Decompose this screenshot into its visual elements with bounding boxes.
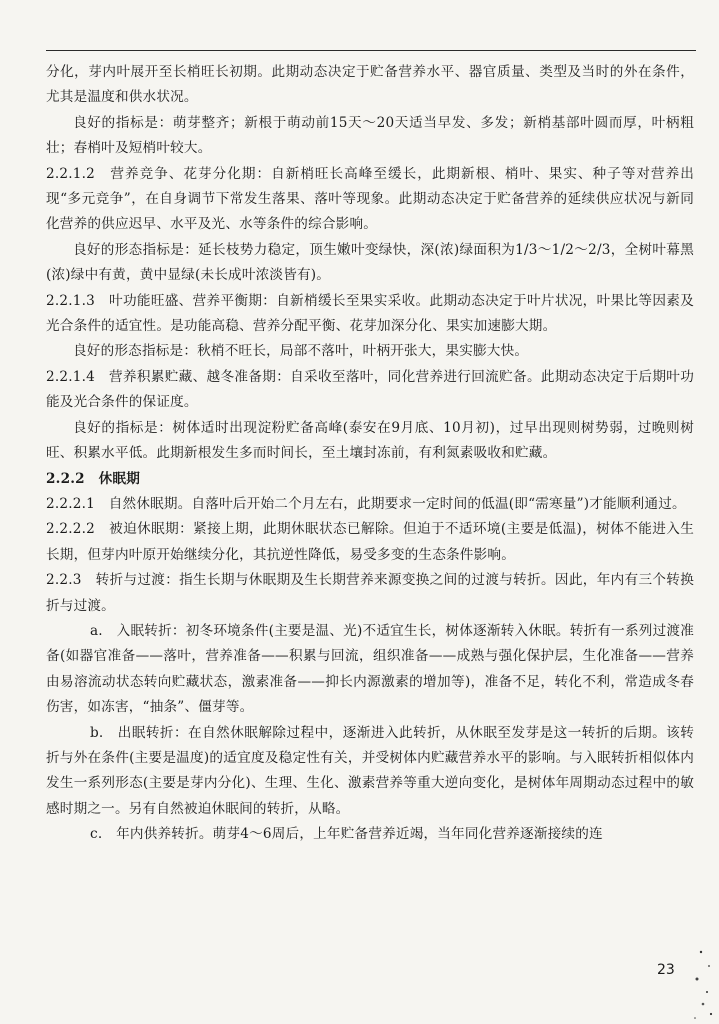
scan-specks — [689, 944, 719, 1024]
section-2-2-2-1: 2.2.2.1 自然休眠期。自落叶后开始二个月左右，此期要求一定时间的低温(即“需寒量”)才能顺利通过。 — [46, 495, 686, 512]
section-2-2-1-2: 2.2.1.2 营养竞争、花芽分化期：自新梢旺长高峰至缓长，此期新根、梢叶、果实、种子等对营养出现“多元竞争”，在自身调节下常发生落果、落叶等现象。此期动态决定于贮备营养的延续供应状况与新同化营养的供应迟早、水平及光、水等条件的综合影响。 — [46, 165, 694, 233]
section-2-2-2-heading: 2.2.2 休眠期 — [46, 470, 141, 487]
body-text — [46, 60, 694, 848]
item-c: c. 年内供养转折。萌芽4～6周后，上年贮备营养近竭，当年同化营养逐渐接续的连 — [90, 826, 603, 843]
paragraph-1: 分化，芽内叶展开至长梢旺长初期。此期动态决定于贮备营养水平、器官质量、类型及当时的外在条件，尤其是温度和供水状况。 — [46, 64, 694, 106]
item-a: a. 入眠转折：初冬环境条件(主要是温、光)不适宜生长，树体逐渐转入休眠。转折有一系列过渡准备(如器官准备——落叶，营养准备——积累与回流，组织准备——成熟与强化保护层，生化准备——营养由易溶流动状态转向贮藏状态，激素准备——抑长内源激素的增加等)，准备不足，转化不利，常造成冬春伤害，如冻害，“抽条”、僵芽等。 — [46, 622, 694, 716]
section-2-2-1-3: 2.2.1.3 叶功能旺盛、营养平衡期：自新梢缓长至果实采收。此期动态决定于叶片状况，叶果比等因素及光合条件的适宜性。是功能高稳、营养分配平衡、花芽加深分化、果实加速膨大期。 — [46, 292, 694, 335]
paragraph-8: 良好的指标是：树体适时出现淀粉贮备高峰(泰安在9月底、10月初)，过早出现则树势弱，过晚则树旺、积累水平低。此期新根发生多而时间长，至土壤封冻前，有利氮素吸收和贮藏。 — [46, 419, 694, 462]
section-2-2-3: 2.2.3 转折与过渡：指生长期与休眠期及生长期营养来源变换之间的过渡与转折。因此，年内有三个转换折与过渡。 — [46, 572, 694, 614]
item-b: b. 出眠转折：在自然休眠解除过程中，逐渐进入此转折，从休眠至发芽是这一转折的后期。该转折与外在条件(主要是温度)的适宜度及稳定性有关，并受树体内贮藏营养水平的影响。与入眠转折相似体内发生一系列形态(主要是芽内分化)、生理、生化、激素营养等重大逆向变化，是树体年周期动态过程中的敏感时期之一。另有自然被迫休眠间的转折，从略。 — [46, 724, 694, 817]
paragraph-4: 良好的形态指标是：延长枝势力稳定，顶生嫩叶变绿快，深(浓)绿面积为1/3～1/2～2/3，全树叶幕黑(浓)绿中有黄，黄中显绿(未长成叶浓淡皆有)。 — [46, 241, 694, 284]
paragraph-6: 良好的形态指标是：秋梢不旺长，局部不落叶，叶柄开张大，果实膨大快。 — [73, 343, 529, 360]
section-2-2-1-4: 2.2.1.4 营养积累贮藏、越冬准备期：自采收至落叶，同化营养进行回流贮备。此期动态决定于后期叶功能及光合条件的保证度。 — [46, 368, 694, 411]
page-number: 23 — [657, 962, 675, 978]
section-2-2-2-2: 2.2.2.2 被迫休眠期：紧接上期，此期休眠状态已解除。但迫于不适环境(主要是低温)，树体不能进入生长期，但芽内叶原开始继续分化，其抗逆性降低，易受多变的生态条件影响。 — [46, 521, 694, 563]
header-rule — [46, 50, 696, 51]
paragraph-2: 良好的指标是：萌芽整齐；新根于萌动前15天～20天适当早发、多发；新梢基部叶圆而厚，叶柄粗壮；春梢叶及短梢叶较大。 — [46, 114, 694, 157]
